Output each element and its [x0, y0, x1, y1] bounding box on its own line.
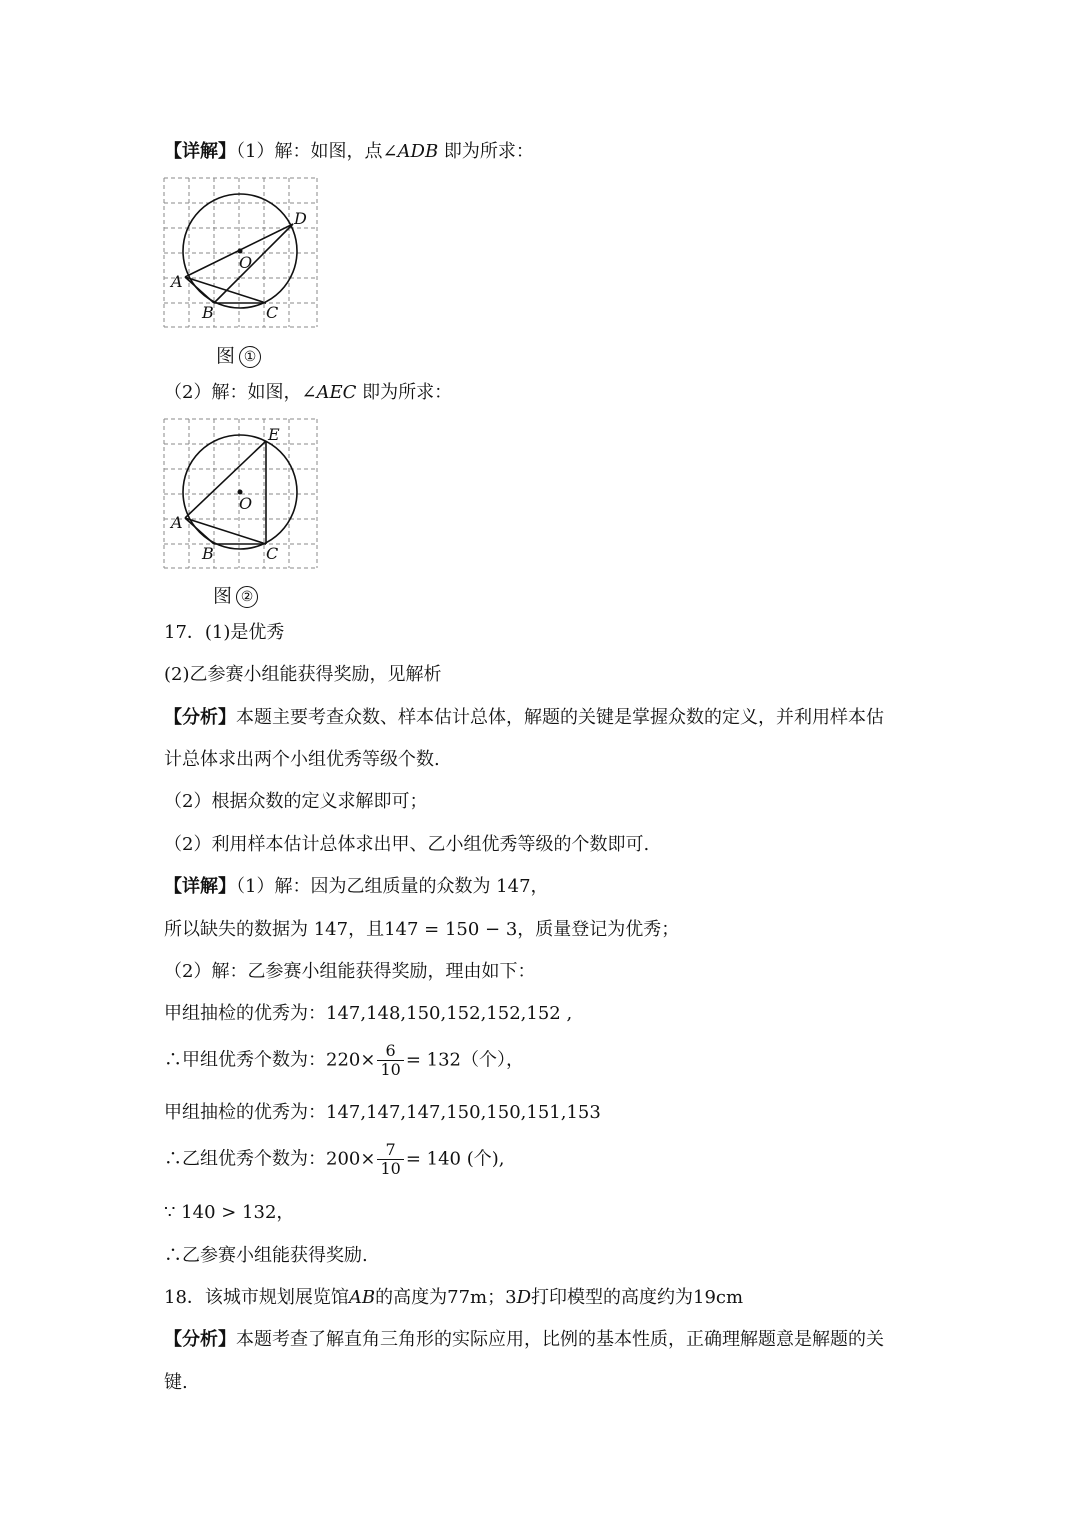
figure-2-number: ②	[236, 586, 258, 608]
figure-1-diagram	[163, 177, 319, 329]
q17-answer-1: 17．(1)是优秀	[164, 622, 285, 643]
label-d: D	[294, 209, 307, 228]
q17-detail-4: 甲组抽检的优秀为：147,148,150,152,152,152 ,	[164, 1003, 573, 1024]
q17-detail-3: （2）解：乙参赛小组能获得奖励，理由如下：	[164, 961, 536, 982]
figure-1-caption: 图 ①	[216, 341, 261, 368]
fraction-6-10: $\frac{6}{10}$	[377, 1042, 403, 1079]
label-b: B	[202, 544, 214, 563]
q17-answer-2: (2)乙参赛小组能获得奖励，见解析	[164, 664, 442, 685]
q16-part2-line: （2）解：如图，∠AEC 即为所求：	[164, 382, 453, 403]
detail-label: 【详解】	[164, 876, 236, 897]
q17-analysis-line1: 【分析】本题主要考查众数、样本估计总体，解题的关键是掌握众数的定义，并利用样本估	[164, 707, 884, 728]
analysis-label: 【分析】	[164, 707, 236, 728]
label-o: O	[239, 494, 253, 513]
label-e: E	[268, 425, 280, 444]
figure-2-diagram	[163, 418, 319, 570]
q17-detail-7: ∴乙组优秀个数为：200× $\frac{7}{10}$ = 140 (个),	[164, 1140, 505, 1178]
figure-2-caption: 图 ②	[213, 581, 258, 608]
q17-hint-1: （2）根据众数的定义求解即可；	[164, 791, 428, 812]
figure-1-number: ①	[239, 346, 261, 368]
angle-aec: ∠AEC	[301, 382, 357, 403]
q18-answer: 18．该城市规划展览馆AB的高度为77m；3D打印模型的高度约为19cm	[164, 1287, 744, 1308]
q17-analysis-line2: 计总体求出两个小组优秀等级个数.	[164, 749, 440, 770]
q16-part1-line: 【详解】（1）解：如图，点∠ADB 即为所求：	[164, 141, 534, 162]
angle-adb: ∠ADB	[382, 141, 439, 162]
q17-detail-5: ∴甲组优秀个数为：220× $\frac{6}{10}$ = 132（个），	[164, 1041, 524, 1079]
q17-detail-8: ∵ 140 > 132，	[164, 1202, 295, 1223]
q18-analysis-line2: 键.	[164, 1372, 188, 1393]
label-c: C	[266, 544, 279, 563]
q17-hint-2: （2）利用样本估计总体求出甲、乙小组优秀等级的个数即可.	[164, 834, 650, 855]
label-b: B	[202, 303, 214, 322]
detail-label: 【详解】	[164, 141, 236, 162]
label-c: C	[266, 303, 279, 322]
label-a: A	[171, 513, 183, 532]
fraction-7-10: $\frac{7}{10}$	[377, 1141, 403, 1178]
analysis-label: 【分析】	[164, 1329, 236, 1350]
q17-detail-9: ∴乙参赛小组能获得奖励.	[164, 1245, 368, 1266]
label-a: A	[171, 272, 183, 291]
q18-analysis-line1: 【分析】本题考查了解直角三角形的实际应用，比例的基本性质，正确理解题意是解题的关	[164, 1329, 884, 1350]
q17-detail-6: 甲组抽检的优秀为：147,147,147,150,150,151,153	[164, 1102, 601, 1123]
q17-detail-1: 【详解】（1）解：因为乙组质量的众数为 147，	[164, 876, 549, 897]
q17-detail-2: 所以缺失的数据为 147，且147 = 150 − 3，质量登记为优秀；	[164, 919, 680, 940]
label-o: O	[239, 253, 253, 272]
